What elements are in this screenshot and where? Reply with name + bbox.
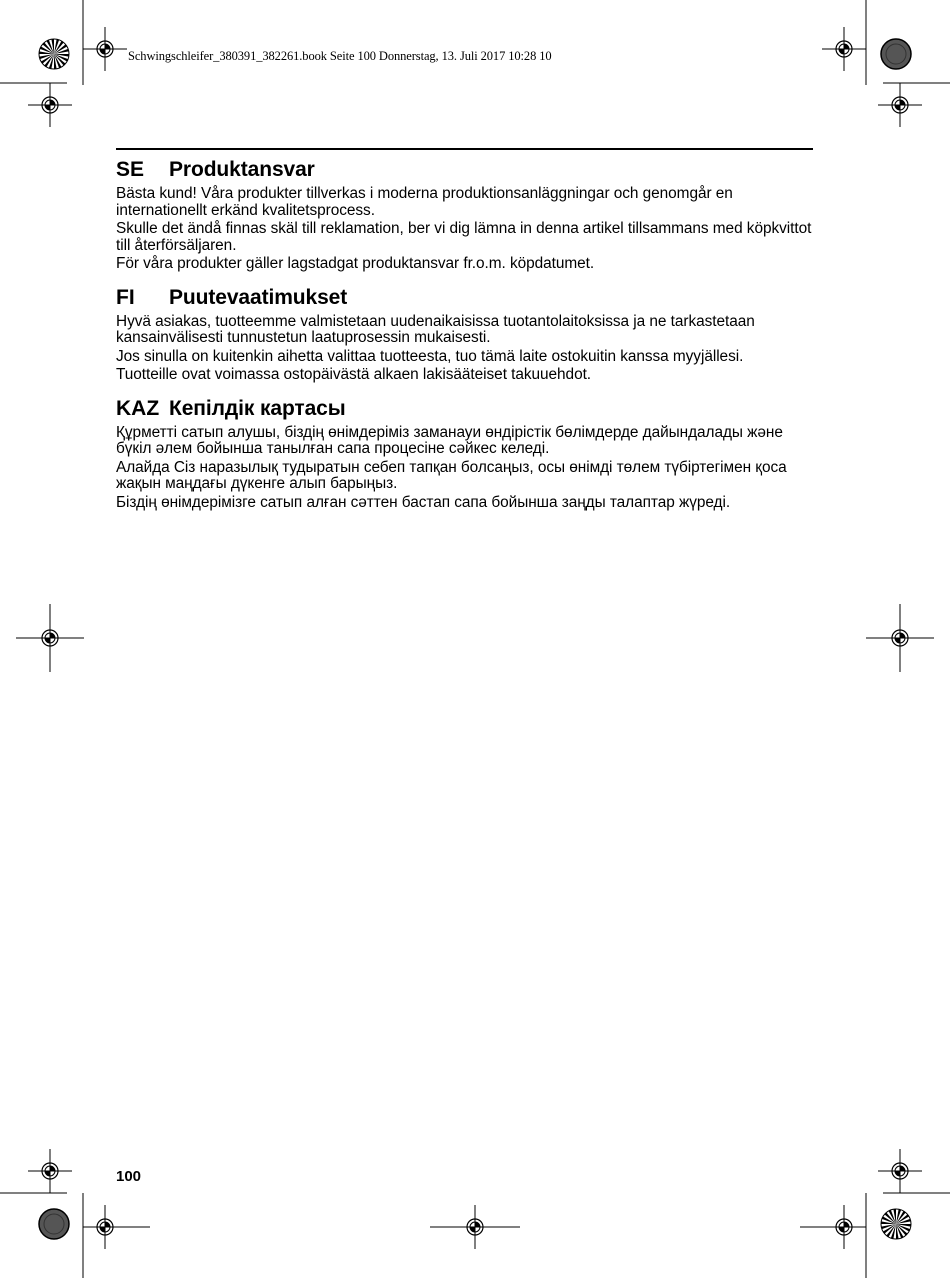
header-rule — [116, 148, 813, 150]
paragraph: Tuotteille ovat voimassa ostopäivästä alkaen lakisääteiset takuuehdot. — [116, 366, 592, 383]
print-header: Schwingschleifer_380391_382261.book Seite 100 Donnerstag, 13. Juli 2017 10:28 10 — [128, 49, 552, 63]
paragraph: Jos sinulla on kuitenkin aihetta valittaa tuotteesta, tuo tämä laite ostokuitin kanssa myyjällesi. — [116, 347, 744, 365]
section-heading — [116, 396, 816, 422]
section-heading — [116, 157, 816, 183]
paragraph: För våra produkter gäller lagstadgat produktansvar fr.o.m. köpdatumet. — [116, 255, 595, 272]
section-heading — [116, 285, 816, 311]
paragraph: Bästa kund! Våra produkter tillverkas i moderna produktionsanläggningar och genomgår en internationellt erkänd kvalitetsprocess. — [116, 185, 733, 219]
section-title: Produktansvar — [169, 158, 315, 181]
section-se — [116, 157, 816, 273]
paragraph: Алайда Сіз наразылық тудыратын себеп тапқан болсаңыз, осы өнімді төлем түбіртегімен қоса жақын маңдағы дүкенге алып барыңыз. — [116, 458, 787, 492]
paragraph: Hyvä asiakas, tuotteemme valmistetaan uudenaikaisissa tuotantolaitoksissa ja ne tarkastetaan kansainvälisesti tunnustetun laatuprosessin mukaisesti. — [116, 312, 755, 346]
document-body — [116, 157, 816, 523]
page-number: 100 — [116, 1168, 142, 1185]
section-fi — [116, 285, 816, 384]
language-code: FI — [116, 285, 135, 309]
language-code: KAZ — [116, 396, 160, 420]
paragraph: Skulle det ändå finnas skäl till reklamation, ber vi dig lämna in denna artikel tillsammans med köpkvittot till återförsäljaren. — [116, 220, 812, 254]
paragraph: Біздің өнімдерімізге сатып алған сәттен бастап сапа бойынша заңды талаптар жүреді. — [116, 493, 731, 511]
language-code: SE — [116, 158, 145, 181]
paragraph: Құрметті сатып алушы, біздің өнімдеріміз заманауи өндірістік бөлімдерде дайындалады және бүкіл әлем бойынша танылған сапа процесіне сәйкес келеді. — [116, 423, 783, 457]
section-kaz — [116, 396, 816, 512]
section-title: Puutevaatimukset — [169, 285, 348, 309]
section-title: Кепілдік картасы — [169, 396, 346, 420]
